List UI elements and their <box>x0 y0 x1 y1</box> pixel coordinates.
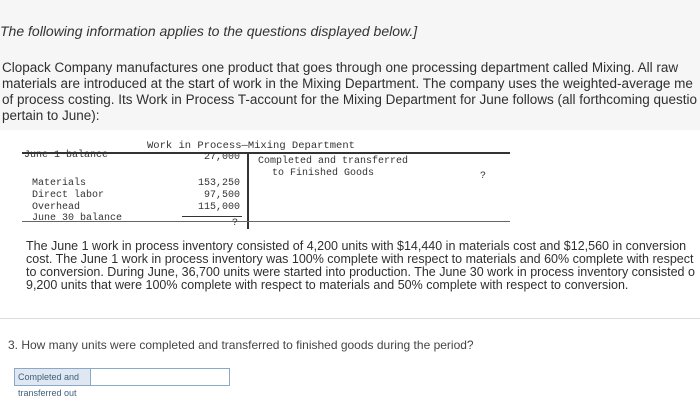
debit-underline <box>182 216 242 217</box>
t-account-center-rule <box>247 152 249 229</box>
intro-line: Clopack Company manufactures one product that goes through one processing department called Mixing. All raw <box>2 60 679 75</box>
t-account-title: Work in Process—Mixing Department <box>147 140 355 152</box>
debit-value-overhead: 115,000 <box>197 202 240 213</box>
answer-row <box>14 368 230 398</box>
credit-value: ? <box>480 171 487 182</box>
debit-label-overhead: Overhead <box>32 202 81 213</box>
debit-value-direct-labor: 97,500 <box>203 190 240 201</box>
details-line: 9,200 units that were 100% complete with respect to materials and 50% complete with respect to conversion. <box>26 279 629 292</box>
question-text: 3. How many units were completed and transferred to finished goods during the period? <box>8 338 474 352</box>
credit-label-line: Completed and transferred <box>258 156 409 167</box>
details-paragraph <box>26 240 698 292</box>
intro-line: of process costing. Its Work in Process T-account for the Mixing Department for June follows (all forthcoming questio <box>2 92 698 107</box>
details-line: to conversion. During June, 36,700 units were started into production. The June 30 work in process inventory consisted o <box>26 266 695 279</box>
intro-line: materials are introduced at the start of work in the Mixing Department. The company uses the weighted-average me <box>2 76 693 91</box>
opening-balance-value: 27,000 <box>203 152 240 163</box>
t-account <box>22 138 510 228</box>
section-divider <box>0 318 700 319</box>
details-line: cost. The June 1 work in process inventory was 100% complete with respect to materials and 60% complete with respect <box>26 253 694 266</box>
intro-block <box>0 0 700 130</box>
ending-balance-value: ? <box>232 218 239 229</box>
info-header: The following information applies to the questions displayed below.] <box>0 23 418 39</box>
intro-line: pertain to June): <box>2 108 100 123</box>
intro-paragraph <box>2 60 698 124</box>
answer-label: Completed and transferred out <box>15 369 90 385</box>
debit-label-materials: Materials <box>32 178 87 189</box>
ending-balance-label: June 30 balance <box>32 213 123 224</box>
answer-input[interactable] <box>90 369 229 385</box>
debit-value-materials: 153,250 <box>197 178 240 189</box>
details-line: The June 1 work in process inventory consisted of 4,200 units with $14,440 in materials cost and $12,560 in conversion <box>26 240 687 253</box>
opening-balance-label: June 1 balance <box>24 150 109 161</box>
credit-label-line: to Finished Goods <box>272 168 375 179</box>
debit-label-direct-labor: Direct labor <box>32 190 105 201</box>
credit-label <box>258 156 408 180</box>
